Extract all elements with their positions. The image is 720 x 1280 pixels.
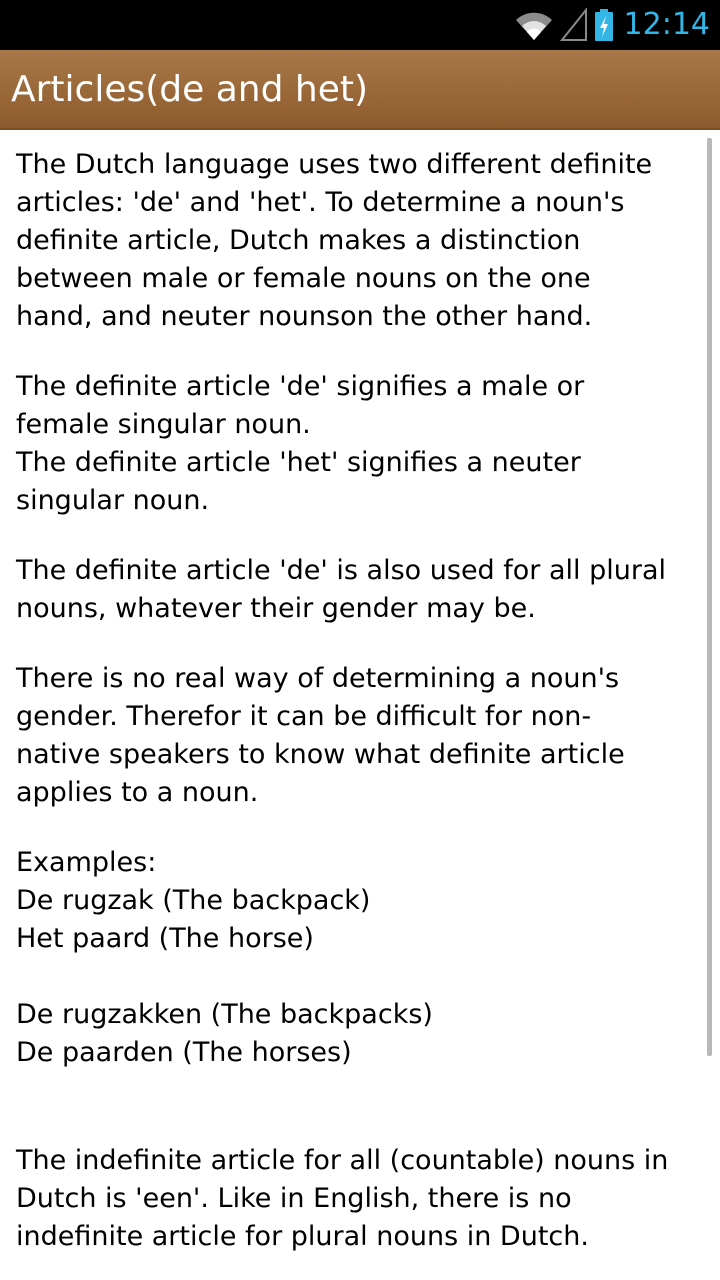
text-line: between male or female nouns on the one: [16, 263, 591, 294]
status-icons: [514, 0, 710, 50]
text-line: hand, and neuter nounson the other hand.: [16, 301, 593, 332]
wifi-icon: [514, 8, 554, 42]
status-bar: [0, 0, 720, 50]
examples-heading: Examples:: [16, 847, 157, 878]
example-line: De rugzak (The backpack): [16, 885, 371, 916]
clock: 12:14: [623, 7, 710, 42]
paragraph-examples: [16, 844, 706, 1072]
example-line: De rugzakken (The backpacks): [16, 999, 433, 1030]
scrollbar[interactable]: [707, 138, 712, 1056]
text-line: The definite article 'de' signifies a male or: [16, 371, 585, 402]
text-line: There is no real way of determining a noun's: [16, 663, 620, 694]
paragraph-indefinite: [16, 1142, 706, 1256]
article-scroll-view[interactable]: [0, 130, 720, 1280]
cell-signal-icon: [560, 8, 588, 42]
text-line: articles: 'de' and 'het'. To determine a noun's: [16, 187, 625, 218]
app-bar: [0, 50, 720, 130]
text-line: native speakers to know what definite article: [16, 739, 625, 770]
example-line: Het paard (The horse): [16, 923, 314, 954]
paragraph-gender: [16, 660, 706, 812]
paragraph-plural: [16, 552, 706, 628]
text-line: applies to a noun.: [16, 777, 259, 808]
text-line: definite article, Dutch makes a distinction: [16, 225, 581, 256]
text-line: The definite article 'het' signifies a neuter: [16, 447, 581, 478]
text-line: The definite article 'de' is also used for all plural: [16, 555, 667, 586]
blank-line: [16, 958, 706, 996]
page-title: Articles(de and het): [11, 69, 369, 110]
text-line: indefinite article for plural nouns in Dutch.: [16, 1221, 589, 1252]
article-body: [16, 146, 706, 1280]
text-line: nouns, whatever their gender may be.: [16, 593, 536, 624]
text-line: Dutch is 'een'. Like in English, there is no: [16, 1183, 572, 1214]
text-line: female singular noun.: [16, 409, 311, 440]
text-line: singular noun.: [16, 485, 210, 516]
example-line: De paarden (The horses): [16, 1037, 352, 1068]
battery-charging-icon: [594, 8, 614, 42]
text-line: The Dutch language uses two different definite: [16, 149, 653, 180]
text-line: The indefinite article for all (countable) nouns in: [16, 1145, 669, 1176]
text-line: gender. Therefor it can be difficult for non-: [16, 701, 592, 732]
paragraph-singular: [16, 368, 706, 520]
paragraph-intro: [16, 146, 706, 336]
